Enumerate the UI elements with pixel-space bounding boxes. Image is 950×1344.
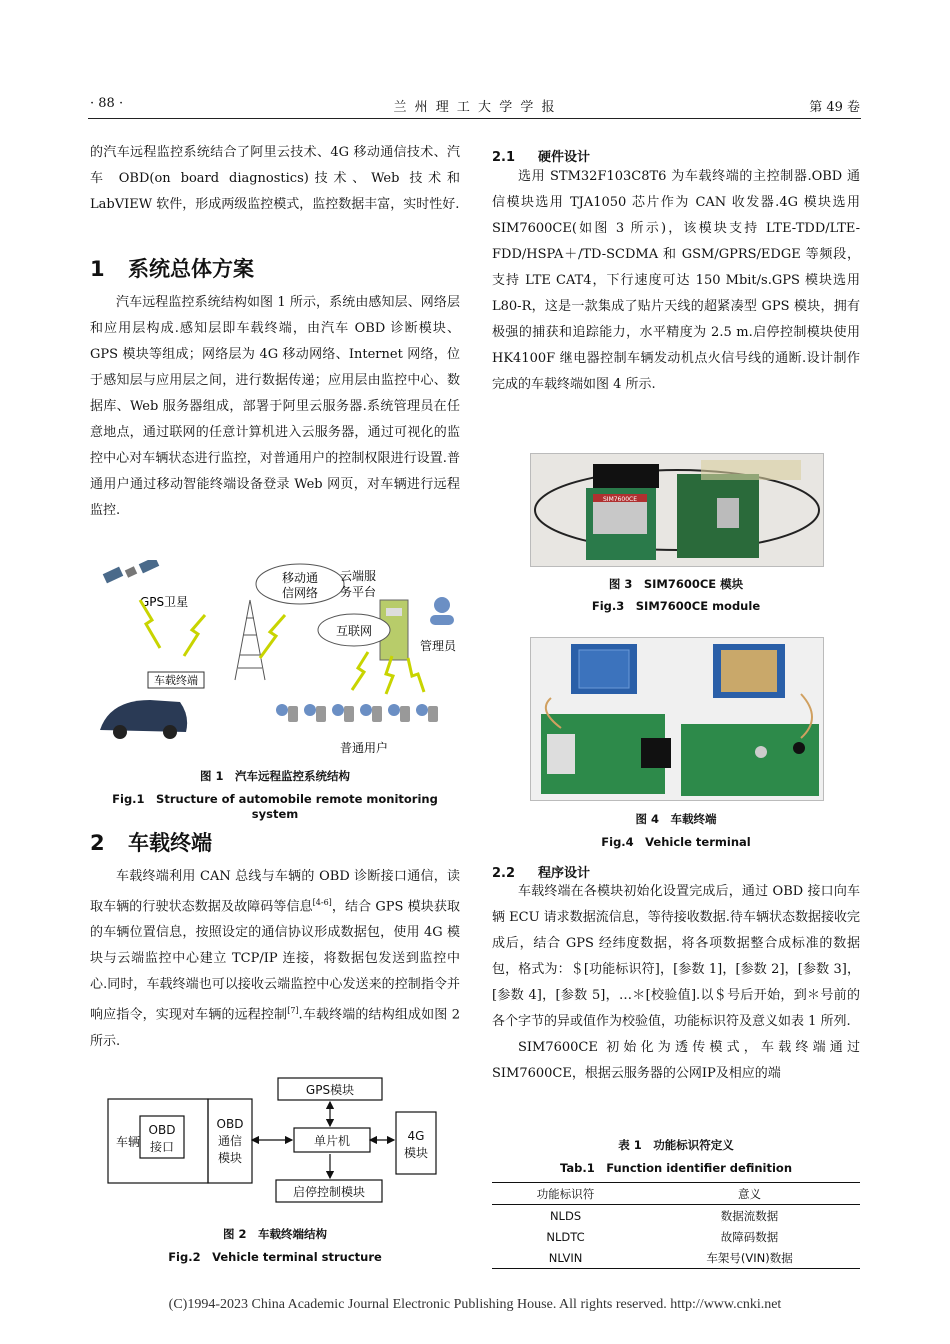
obd-comm-label-1: OBD — [216, 1117, 244, 1131]
table-header-cell: 功能标识符 — [536, 1186, 595, 1201]
user-icons — [276, 704, 438, 722]
car-icon — [100, 700, 187, 739]
citation-4-6: [4-6] — [312, 898, 332, 907]
cloud-platform-label-2: 务平台 — [340, 585, 377, 599]
ctrl-module-label: 启停控制模块 — [292, 1185, 366, 1199]
g4-module-box — [396, 1112, 436, 1174]
mcu-label: 单片机 — [313, 1134, 351, 1148]
figure-3-caption-cn: 图 3 SIM7600CE 模块 — [608, 577, 744, 591]
signal-bolt-4 — [352, 652, 368, 690]
intro-paragraph: 的汽车远程监控系统结合了阿里云技术、4G 移动通信技术、汽车 OBD(on board diagnostics)技术、Web 技术和 LabVIEW 软件，形成两级监控模式，监控数据丰富，实时性好. — [90, 145, 460, 212]
chip-label: SIM7600CE — [602, 496, 638, 503]
section-2-2-paragraphs: 车载终端在各模块初始化设置完成后，通过 OBD 接口向车辆 ECU 请求数据流信息，等待接收数据.待车辆状态数据接收完成后，结合 GPS 经纬度数据，将各项数据整合成标准的数据包，格式为：＄[功能标识符]，[参数 1]，[参数 2]，[参数 3]，[参数 4]，[参数 5]，…＊[校验值].以＄号后开始，到＊号前的各个字节的异或值作为校验值，功能标识符及意义如表 1 所列. SIM7600CE 初始化为透传模式，车载终端通过 SIM7600CE，根据云服务器的公网IP及相应的端 — [492, 884, 860, 1081]
terminal-label: 车载终端 — [154, 674, 198, 687]
g4-module-label-2: 模块 — [403, 1146, 429, 1160]
figure-4-photo — [530, 637, 824, 801]
table-row: NLDTC 故障码数据 — [546, 1229, 779, 1244]
section-2-1-paragraph: 选用 STM32F103C8T6 为车载终端的主控制器.OBD 通信模块选用 TJA1050 芯片作为 CAN 收发器.4G 模块选用 SIM7600CE(如图 3 所示)，该模块支持 LTE-TDD/LTE-FDD/HSPA＋/TD-SCDMA 和 GSM/GPRS/EDGE 等频段，支持 LTE CAT4，下行速度可达 150 Mbit/s.GPS 模块选用 L80-R，这是一款集成了贴片天线的超紧凑型 GPS 模块，拥有极强的捕获和追踪能力，水平精度为 2.5 m.启停控制模块使用 HK4100F 继电器控制车辆发动机点火信号线的通断.设计制作完成的车载终端如图 4 所示. — [492, 169, 860, 392]
obd-comm-label-2: 通信 — [217, 1134, 243, 1148]
figure-1-caption-cn: 图 1 汽车远程监控系统结构 — [199, 769, 350, 783]
table-1-caption-cn: 表 1 功能标识符定义 — [618, 1138, 734, 1152]
table-header-row — [492, 1183, 860, 1205]
mobile-network-label-2: 信网络 — [281, 586, 319, 600]
satellite-icon — [103, 560, 160, 583]
table-header-cell: 意义 — [738, 1186, 762, 1201]
signal-bolt-2 — [184, 615, 205, 656]
figure-2-caption-cn: 图 2 车载终端结构 — [222, 1227, 327, 1241]
users-label: 普通用户 — [340, 741, 389, 755]
obd-port-label-1: OBD — [148, 1123, 176, 1137]
mobile-network-label-1: 移动通 — [281, 571, 319, 585]
section-2-1-heading: 2.1 硬件设计 — [492, 150, 591, 165]
citation-7: [7] — [287, 1006, 299, 1016]
admin-icon — [430, 597, 454, 625]
gps-label: GPS卫星 — [140, 595, 189, 609]
figure-4-caption-cn: 图 4 车载终端 — [635, 812, 717, 826]
gps-module-label: GPS模块 — [305, 1083, 355, 1097]
copyright-footer: (C)1994-2023 China Academic Journal Electronic Publishing House. All rights reserved. http://www.cnki.net — [168, 1297, 782, 1312]
obd-port-label-2: 接口 — [149, 1140, 175, 1154]
section-2-heading: 2 车载终端 — [90, 831, 212, 855]
internet-label: 互联网 — [335, 624, 373, 638]
journal-title: 兰 州 理 工 大 学 学 报 — [393, 100, 557, 115]
figure-1-diagram — [90, 560, 460, 760]
signal-bolt-6 — [408, 658, 424, 692]
table-1 — [492, 1182, 860, 1269]
section-1-heading: 1 系统总体方案 — [90, 257, 254, 281]
figure-2-caption-en: Fig.2 Vehicle terminal structure — [168, 1250, 382, 1264]
figure-2-diagram — [100, 1072, 450, 1210]
section-1-paragraph: 汽车远程监控系统结构如图 1 所示，系统由感知层、网络层和应用层构成.感知层即车载终端，由汽车 OBD 诊断模块、GPS 模块等组成；网络层为 4G 移动网络、Internet 网络，位于感知层与应用层之间，进行数据传递；应用层由监控中心、数据库、Web 服务器组成，部署于阿里云服务器.系统管理员在任意地点，通过联网的任意计算机进入云服务器，通过可视化的监控中心对车辆状态进行监控，对普通用户的控制权限进行设置.普通用户通过移动智能终端设备登录 Web 网页，对车辆进行远程监控. — [90, 295, 460, 518]
volume-number: 第 49 卷 — [809, 100, 860, 115]
table-row: NLVIN 车架号(VIN)数据 — [492, 1247, 860, 1269]
admin-label: 管理员 — [420, 639, 457, 653]
figure-3-photo — [530, 453, 824, 567]
signal-bolt-3 — [260, 615, 285, 658]
header-rule — [88, 118, 861, 119]
figure-4-caption-en: Fig.4 Vehicle terminal — [601, 835, 751, 849]
section-2-2-heading: 2.2 程序设计 — [492, 866, 591, 881]
tower-icon — [235, 600, 265, 680]
figure-3-caption-en: Fig.3 SIM7600CE module — [591, 599, 761, 613]
table-row: NLDS 数据流数据 — [549, 1208, 779, 1223]
section-2-paragraph: 车载终端利用 CAN 总线与车辆的 OBD 诊断接口通信，读取车辆的行驶状态数据及故障码等信息[4-6]，结合 GPS 模块获取的车辆位置信息，按照设定的通信协议形成数据包，使用 4G 模块与云端监控中心建立 TCP/IP 连接，将数据包发送到监控中心.同时，车载终端也可以接收云端监控中心发送来的控制指令并响应指令，实现对车辆的远程控制[7].车载终端的结构组成如图 2 所示. — [90, 869, 460, 1049]
g4-module-label-1: 4G — [407, 1129, 425, 1143]
obd-comm-label-3: 模块 — [217, 1151, 243, 1165]
table-1-caption-en: Tab.1 Function identifier definition — [559, 1161, 793, 1175]
signal-bolt-5 — [386, 656, 393, 694]
vehicle-label: 车辆 — [115, 1135, 141, 1149]
page-number: · 88 · — [90, 96, 124, 111]
cloud-platform-label-1: 云端服 — [340, 569, 377, 583]
figure-1-caption-en: Fig.1 Structure of automobile remote monitoring system — [112, 792, 438, 821]
